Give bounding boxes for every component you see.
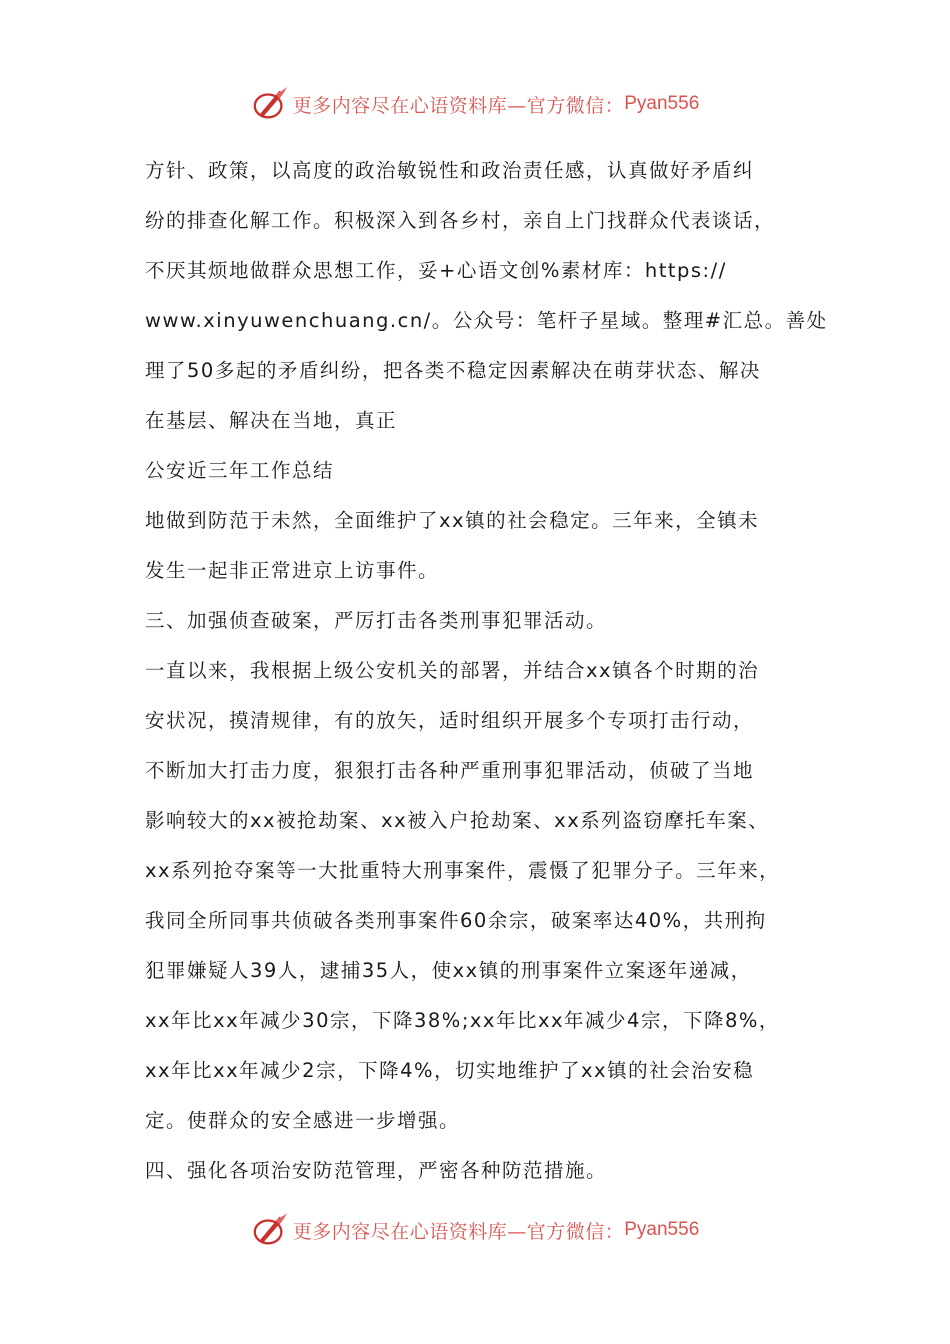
header-banner bbox=[0, 82, 950, 126]
body-line: xx年比xx年减少30宗，下降38%;xx年比xx年减少4宗，下降8%， bbox=[145, 1009, 780, 1032]
banner-text: 更多内容尽在心语资料库—官方微信： bbox=[292, 94, 625, 117]
body-line: 地做到防范于未然，全面维护了xx镇的社会稳定。三年来，全镇未 bbox=[145, 509, 760, 532]
section-title: 公安近三年工作总结 bbox=[145, 459, 335, 482]
footer-banner bbox=[0, 1208, 950, 1252]
banner-wechat-handle: Pyan556 bbox=[624, 93, 700, 114]
body-line: 在基层、解决在当地，真正 bbox=[145, 409, 398, 432]
body-line: 不断加大打击力度，狠狠打击各种严重刑事犯罪活动，侦破了当地 bbox=[145, 759, 755, 782]
banner-wechat-handle: Pyan556 bbox=[624, 1219, 700, 1240]
body-line: 理了50多起的矛盾纠纷，把各类不稳定因素解决在萌芽状态、解决 bbox=[145, 359, 761, 382]
body-line: 一直以来，我根据上级公安机关的部署，并结合xx镇各个时期的治 bbox=[145, 659, 760, 682]
body-line: 不厌其烦地做群众思想工作，妥+心语文创%素材库：https:// bbox=[145, 259, 727, 282]
banner-text: 更多内容尽在心语资料库—官方微信： bbox=[292, 1220, 625, 1243]
body-line: 发生一起非正常进京上访事件。 bbox=[145, 559, 440, 582]
body-line: 影响较大的xx被抢劫案、xx被入户抢劫案、xx系列盗窃摩托车案、 bbox=[145, 809, 770, 832]
body-line: 纷的排查化解工作。积极深入到各乡村，亲自上门找群众代表谈话， bbox=[145, 209, 776, 232]
body-line: 犯罪嫌疑人39人，逮捕35人，使xx镇的刑事案件立案逐年递减， bbox=[145, 959, 752, 982]
body-line: xx年比xx年减少2宗，下降4%，切实地维护了xx镇的社会治安稳 bbox=[145, 1059, 755, 1082]
body-line: 安状况，摸清规律，有的放矢，适时组织开展多个专项打击行动， bbox=[145, 709, 755, 732]
body-line: 我同全所同事共侦破各类刑事案件60余宗，破案率达40%，共刑拘 bbox=[145, 909, 767, 932]
body-line: xx系列抢夺案等一大批重特大刑事案件，震慑了犯罪分子。三年来， bbox=[145, 859, 781, 882]
body-line: www.xinyuwenchuang.cn/。公众号：笔杆子星域。整理#汇总。善处 bbox=[145, 309, 828, 332]
body-line: 方针、政策，以高度的政治敏锐性和政治责任感，认真做好矛盾纠 bbox=[145, 159, 755, 182]
body-line: 定。使群众的安全感进一步增强。 bbox=[145, 1109, 461, 1132]
document-body bbox=[145, 146, 828, 1196]
section-heading: 三、加强侦查破案，严厉打击各类刑事犯罪活动。 bbox=[145, 609, 608, 632]
section-heading: 四、强化各项治安防范管理，严密各种防范措施。 bbox=[145, 1159, 608, 1182]
quill-pen-logo-icon bbox=[251, 1211, 289, 1249]
quill-pen-logo-icon bbox=[251, 85, 289, 123]
